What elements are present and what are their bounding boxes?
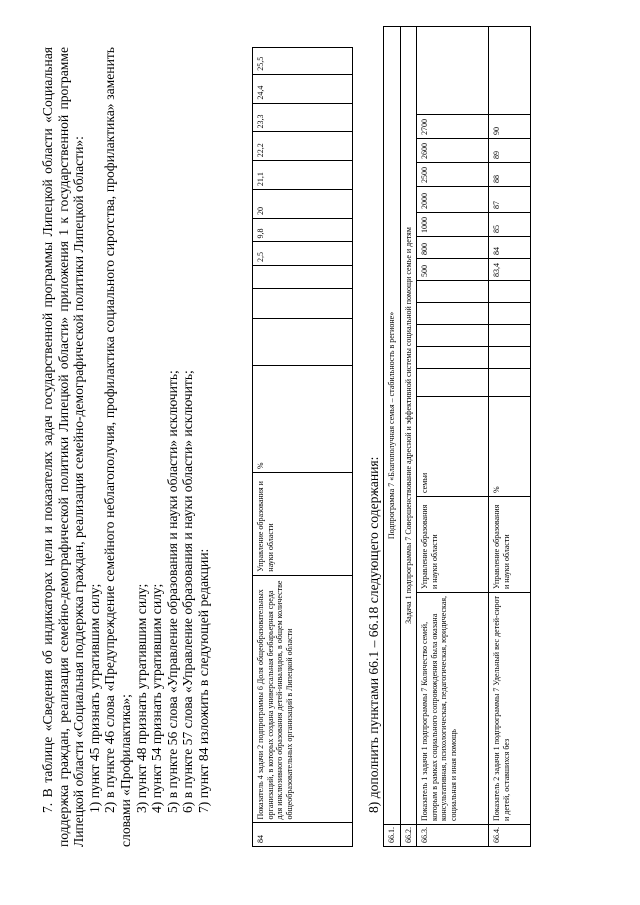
responsible: Управление образования и науки области (489, 497, 531, 593)
value-cell (417, 303, 489, 325)
row-number: 66.1. (384, 825, 401, 847)
value-cell (253, 265, 353, 289)
value-cell: 500 (417, 259, 489, 281)
row-number: 84 (253, 823, 353, 847)
value-cell: 1000 (417, 213, 489, 237)
responsible: Управление образования и науки области (253, 473, 353, 576)
unit: семьи (417, 397, 489, 497)
item-4: 4) пункт 54 признать утратившим силу; (149, 583, 165, 813)
value-cell: 2700 (417, 115, 489, 139)
table-items-66 (383, 26, 531, 847)
value-cell: 2,5 (253, 242, 353, 266)
indicator-name: Показатель 2 задачи 1 подпрограммы 7 Удельный вес детей-сирот и детей, оставшихся без (489, 593, 531, 825)
value-cell (489, 26, 531, 114)
value-cell: 90 (489, 115, 531, 139)
item-1: 1) пункт 45 признать утратившим силу; (86, 583, 102, 813)
value-cell: 89 (489, 139, 531, 163)
indicator-name: Показатель 4 задачи 2 подпрограммы 6 Доля общеобразовательных организаций, в которых создана универсальная безбарьерная среда для инклюзивного образования детей-инвалидов, в общем количестве общеобразовательных организаций в Липецкой области (253, 575, 353, 823)
item-5: 5) в пункте 56 слова «Управление образования и науки области» исключить; (164, 370, 180, 813)
value-cell: 20 (253, 190, 353, 219)
value-cell (253, 319, 353, 366)
table-row (489, 26, 531, 846)
value-cell: 84 (489, 237, 531, 259)
subprogram-title: Подпрограмма 7 «Благополучная семья – стабильность в регионе» (384, 26, 401, 824)
value-cell (417, 369, 489, 397)
table-row (253, 48, 353, 847)
table-item-84 (252, 47, 353, 847)
value-cell (253, 289, 353, 319)
row-number: 66.3. (417, 825, 489, 847)
unit: % (489, 397, 531, 497)
table-row (384, 26, 401, 846)
value-cell (489, 347, 531, 369)
indicator-name: Показатель 1 задачи 1 подпрограммы 7 Количество семей, которым в рамках социального сопровождения была оказана консультативная, психологическая, педагогическая, юридическая, социальная и иная помощь (417, 593, 489, 825)
item-2: 2) в пункте 46 слова «Предупреждение семейного неблагополучия, профилактика социального сиротства, профилактика» заменить словами «Профилактика»; (102, 47, 133, 847)
item-7: 7) пункт 84 изложить в следующей редакции: (195, 548, 211, 813)
value-cell: 83,4 (489, 259, 531, 281)
responsible: Управление образования и науки области (417, 497, 489, 593)
value-cell: 25,5 (253, 48, 353, 75)
row-number: 66.2. (400, 825, 417, 847)
value-cell: 88 (489, 163, 531, 187)
paragraph-7: 7. В таблице «Сведения об индикаторах цели и показателях задач государственной программы Липецкой области «Социальная поддержка граждан, реализация семейно-демографической политики Липецкой области» приложения 1 к государственной программе Липецкой области «Социальная поддержка граждан, реализация семейно-демографической политики Липецкой области»: (40, 47, 87, 847)
item-3: 3) пункт 48 признать утратившим силу; (133, 583, 149, 813)
table-row (417, 26, 489, 846)
value-cell: 9,8 (253, 218, 353, 242)
task-title: Задача 1 подпрограммы 7 Совершенствование адресной и эффективной системы социальной помощи семье и детям (400, 26, 417, 824)
value-cell (489, 281, 531, 303)
value-cell: 2000 (417, 187, 489, 213)
item-8: 8) дополнить пунктами 66.1 – 66.18 следующего содержания: (366, 456, 381, 813)
table-row (400, 26, 417, 846)
value-cell: 23,3 (253, 103, 353, 132)
value-cell: 85 (489, 213, 531, 237)
value-cell: 2500 (417, 163, 489, 187)
value-cell: 2600 (417, 139, 489, 163)
value-cell: 24,4 (253, 74, 353, 103)
value-cell (417, 281, 489, 303)
value-cell: 800 (417, 237, 489, 259)
document-body (40, 47, 511, 847)
value-cell (489, 369, 531, 397)
unit: % (253, 366, 353, 473)
value-cell (417, 26, 489, 114)
intro-text (40, 47, 212, 847)
row-number: 66.4. (489, 825, 531, 847)
value-cell (489, 303, 531, 325)
value-cell: 21,1 (253, 161, 353, 190)
value-cell: 87 (489, 187, 531, 213)
item-6: 6) в пункте 57 слова «Управление образования и науки области» исключить; (180, 370, 196, 813)
value-cell (417, 347, 489, 369)
value-cell: 22,2 (253, 132, 353, 161)
value-cell (417, 325, 489, 347)
value-cell (489, 325, 531, 347)
